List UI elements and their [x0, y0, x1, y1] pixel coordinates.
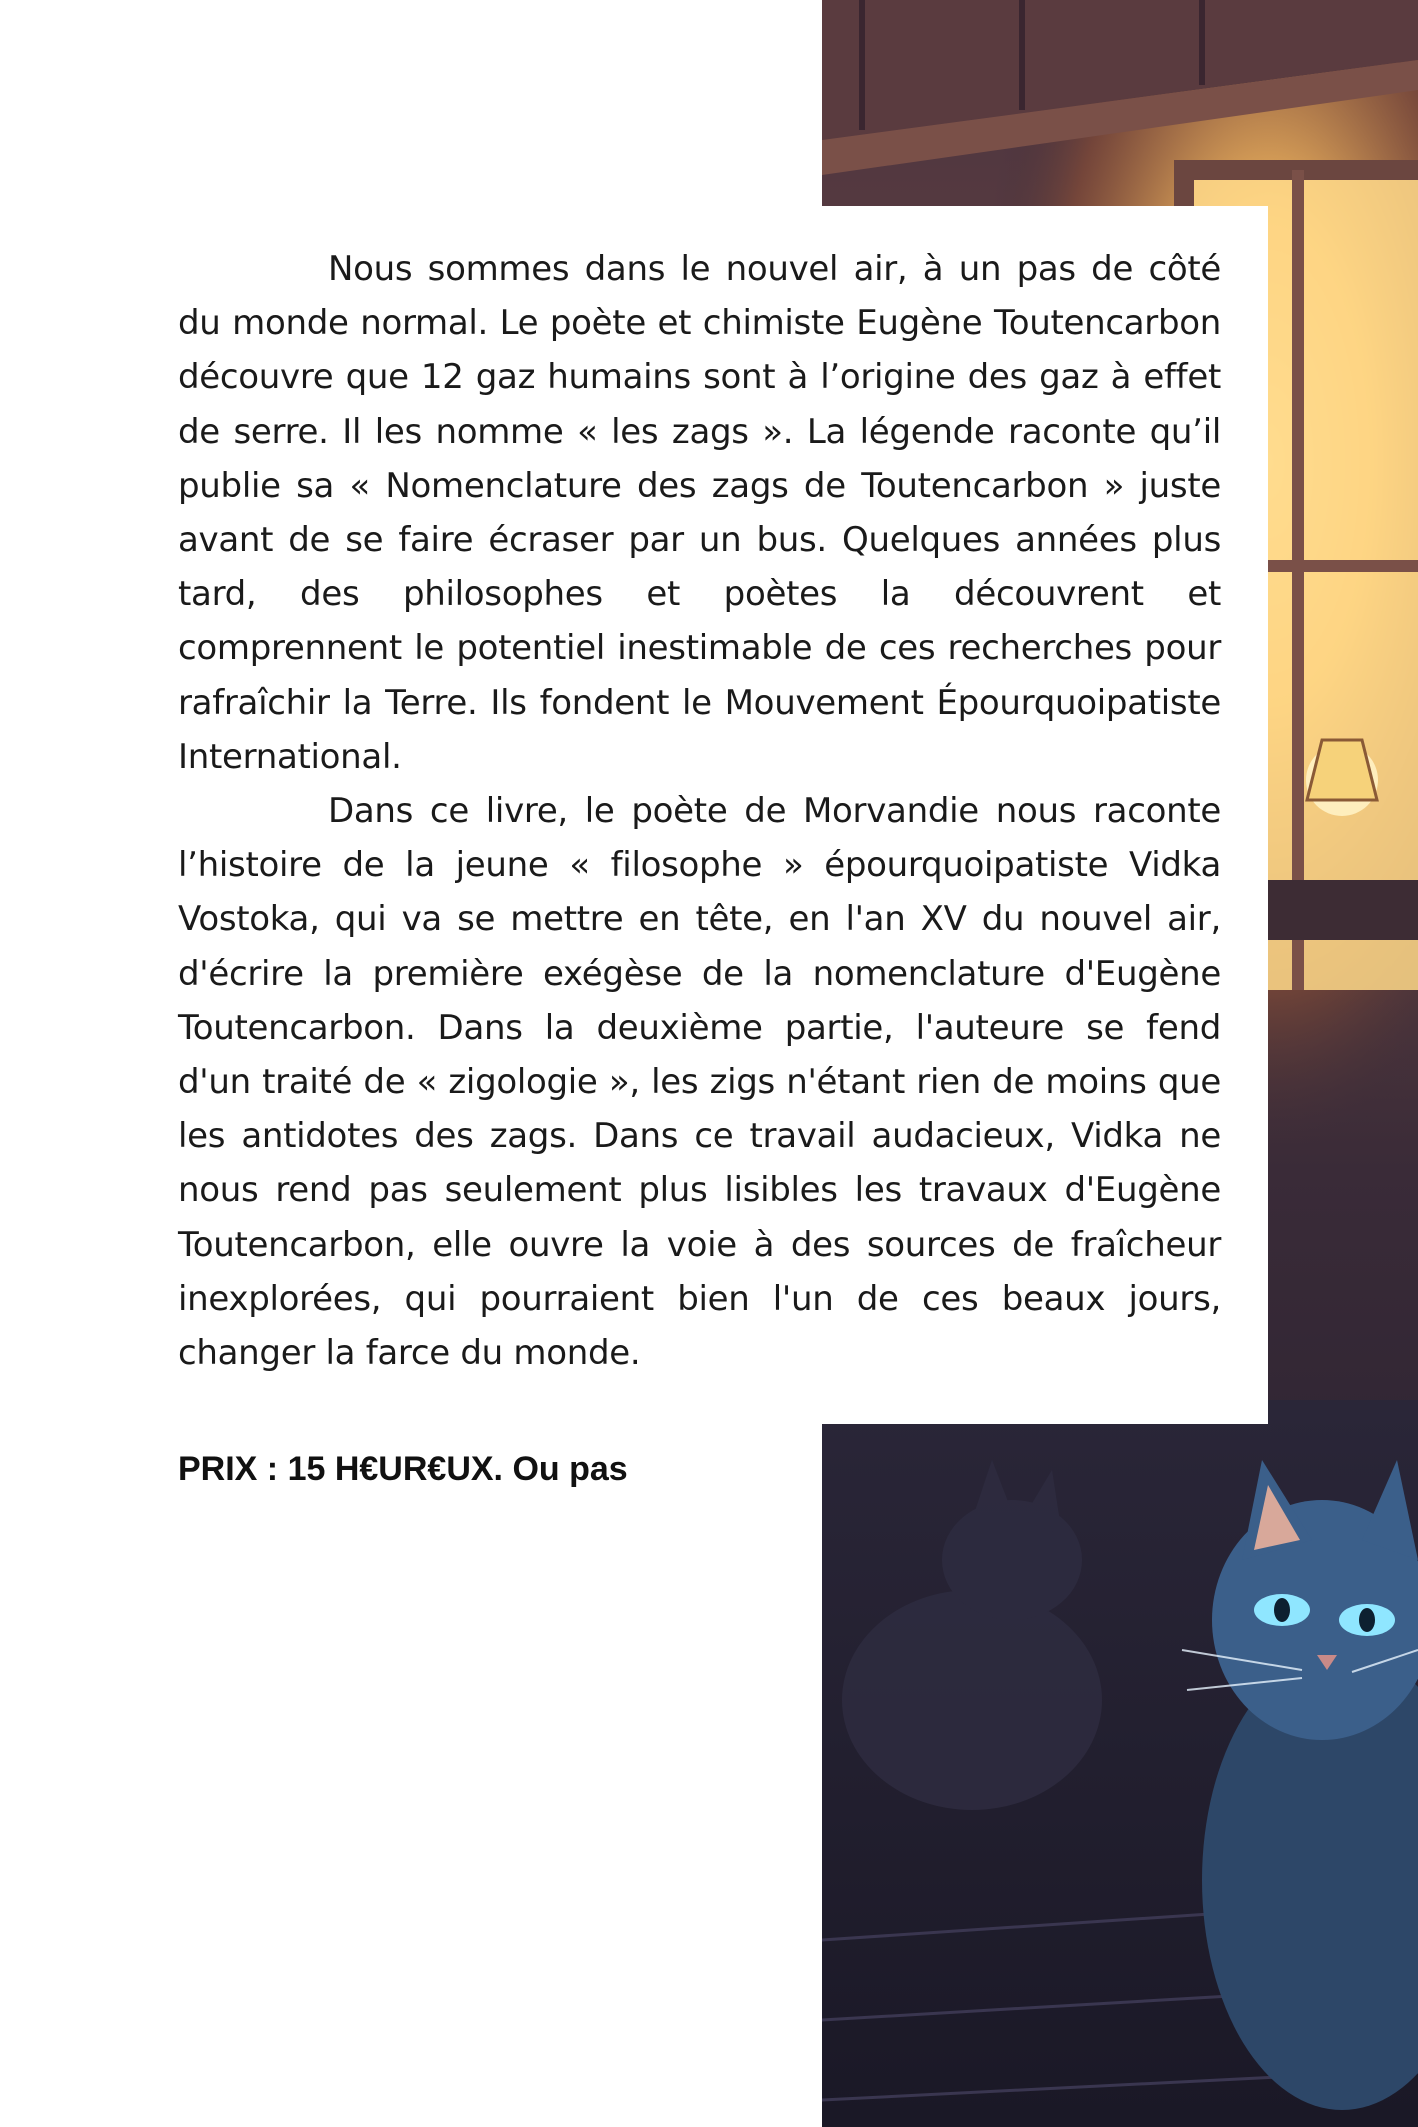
back-cover-blurb: [178, 242, 1221, 1380]
blurb-paragraph-1: Nous sommes dans le nouvel air, à un pas de côté du monde normal. Le poète et chimiste Eugène Toutencarbon découvre que 12 gaz humains sont à l’origine des gaz à effet de serre. Il les nomme « les zags ». La légende raconte qu’il publie sa « Nomenclature des zags de Toutencarbon » juste avant de se faire écraser par un bus. Quelques années plus tard, des philosophes et poètes la découvrent et comprennent le potentiel inestimable de ces recherches pour rafraîchir la Terre. Ils fondent le Mouvement Épourquoipatiste International.: [178, 249, 1221, 777]
blurb-paragraph-2: Dans ce livre, le poète de Morvandie nous raconte l’histoire de la jeune « filosophe » épourquoipatiste Vidka Vostoka, qui va se mettre en tête, en l'an XV du nouvel air, d'écrire la première exégèse de la nomenclature d'Eugène Toutencarbon. Dans la deuxième partie, l'auteure se fend d'un traité de « zigologie », les zigs n'étant rien de moins que les antidotes des zags. Dans ce travail audacieux, Vidka ne nous rend pas seulement plus lisibles les travaux d'Eugène Toutencarbon, elle ouvre la voie à des sources de fraîcheur inexplorées, qui pourraient bien l'un de ces beaux jours, changer la farce du monde.: [178, 791, 1221, 1374]
price-label: PRIX : 15 H€UR€UX. Ou pas: [178, 1450, 628, 1488]
